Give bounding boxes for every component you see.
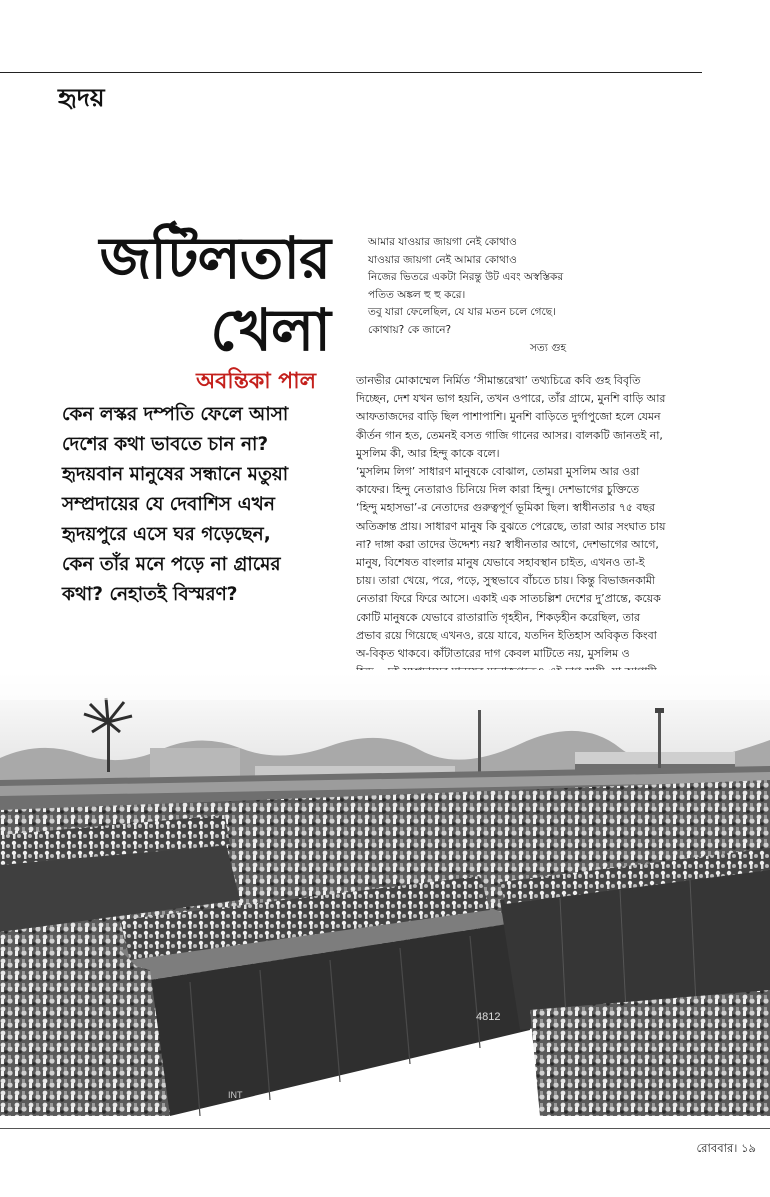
poem-line: আমার যাওয়ার জায়গা নেই কোথাও: [368, 236, 517, 248]
standfirst-line: সম্প্রদায়ের যে দেবাশিস এখন: [62, 494, 275, 515]
body-line: দিচ্ছেন, দেশ যখন ভাগ হয়নি, তখন ওপারে, তাঁর গ্রামে, মুনশি বাড়ি আর: [356, 392, 666, 406]
body-line: অ-বিকৃত থাকবে। কাঁটাতারের দাগ কেবল মাটিতে নয়, মুসলিম ও: [356, 647, 630, 661]
photo-illustration: [0, 670, 770, 1116]
body-line: ‘মুসলিম লিগ’ সাধারণ মানুষকে বোঝাল, তোমরা মুসলিম আর ওরা: [356, 465, 640, 479]
poem-credit: সত্য গুহ: [530, 342, 567, 354]
body-line: মানুষ, বিশেষত বাংলার মানুষ যেভাবে সহাবস্থান চাইত, এখনও তা-ই: [356, 556, 645, 570]
coach-mark: INT: [228, 1090, 243, 1100]
body-line: কীর্তন গান হত, তেমনই বসত গাজি গানের আসর। বালকটি জানতই না,: [356, 428, 663, 442]
body-line: কোটি মানুষকে যেভাবে রাতারাতি গৃহহীন, শিকড়হীন করেছিল, তার: [356, 610, 641, 624]
standfirst-line: হৃদয়বান মানুষের সন্ধানে মতুয়া: [62, 464, 289, 485]
body-line: প্রভাব রয়ে গিয়েছে এখনও, রয়ে যাবে, যতদিন ইতিহাস অবিকৃত কিংবা: [356, 628, 657, 642]
body-line: তানভীর মোকাম্মেল নির্মিত ‘সীমান্তরেখা’ তথ্যচিত্রে কবি গুহ বিবৃতি: [356, 374, 641, 387]
standfirst-line: কেন লস্কর দম্পতি ফেলে আসা: [62, 404, 289, 425]
section-label: হৃদয়: [58, 83, 105, 112]
headline: [70, 222, 330, 366]
standfirst-line: কেন তাঁর মনে পড়ে না গ্রামের: [62, 554, 281, 575]
platform-crowd-right: [530, 990, 770, 1116]
standfirst-line: দেশের কথা ভাবতে চান না?: [62, 434, 269, 455]
bottom-rule: [0, 1128, 770, 1129]
poem-line: কোথায়? কে জানে?: [368, 323, 452, 336]
page-folio: রোববার। ১৯: [696, 1141, 756, 1155]
poem-line: পতিত অঙ্কল হু হু করে।: [368, 288, 466, 301]
article-body: [356, 372, 698, 700]
headline-line: খেলা: [210, 296, 330, 364]
body-line: অতিক্রান্ত প্রায়। সাধারণ মানুষ কি বুঝতে পেরেছে, তারা আর সংঘাত চায়: [356, 519, 666, 533]
headline-line: জটিলতার: [99, 224, 330, 292]
poem-line: তবু যারা ফেলেছিল, যে যার মতন চলে গেছে।: [368, 306, 556, 318]
coach-number: 4812: [476, 1011, 501, 1023]
poem-line: যাওয়ার জায়গা নেই আমার কোথাও: [368, 253, 517, 266]
standfirst-line: কথা? নেহাতই বিস্মরণ?: [62, 584, 238, 605]
standfirst-line: হৃদয়পুরে এসে ঘর গড়েছেন,: [62, 524, 271, 545]
epigraph-poem: [368, 234, 688, 339]
body-line: ‘হিন্দু মহাসভা’-র নেতাদের গুরুত্বপূর্ণ ভূমিকা ছিল। স্বাধীনতার ৭৫ বছর: [356, 501, 655, 515]
top-rule: [0, 72, 702, 73]
body-line: চায়। তারা খেয়ে, পরে, পড়ে, সুস্থভাবে বাঁচতে চায়। কিন্তু বিভাজনকামী: [356, 574, 656, 588]
body-line: মুসলিম কী, আর হিন্দু কাকে বলে।: [356, 446, 500, 460]
body-line: নেতারা ফিরে ফিরে আসে। একাই এক সাতচল্লিশ দেশের দু’প্রান্তে, কয়েক: [356, 592, 661, 606]
body-line: না? দাঙ্গা করা তাদের উদ্দেশ্য নয়? স্বাধীনতার আগে, দেশভাগের আগে,: [356, 537, 659, 551]
partition-train-photo: [0, 670, 770, 1116]
author-byline: অবন্তিকা পাল: [196, 369, 316, 394]
poem-line: নিজের ভিতরে একটা নিরন্তু উট এবং অস্বস্তিকর: [368, 271, 564, 283]
standfirst: [62, 400, 352, 610]
lamp-post: [478, 710, 481, 780]
body-line: কাফের। হিন্দু নেতারাও চিনিয়ে দিল কারা হিন্দু। দেশভাগের চুক্তিতে: [356, 483, 639, 497]
body-line: আফতাজদের বাড়ি ছিল পাশাপাশি। মুনশি বাড়িতে দুর্গাপুজো হলে যেমন: [356, 410, 661, 424]
